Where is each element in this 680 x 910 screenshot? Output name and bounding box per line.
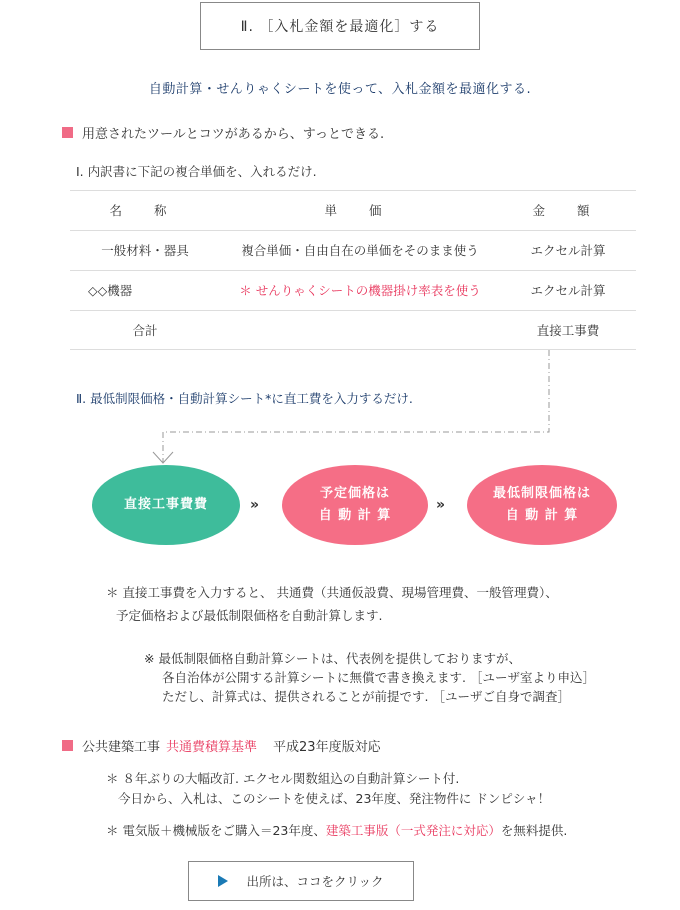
dashed-connector-line (163, 350, 549, 462)
subtitle: 自動計算・せんりゃくシートを使って、入札金額を最適化する. (148, 82, 532, 97)
header-amount: 金 額 (532, 203, 604, 218)
note1-line2: 予定価格および最低制限価格を自動計算します. (116, 608, 383, 623)
page-title: Ⅱ. ［入札金額を最適化］する (240, 19, 440, 35)
row2-amount: エクセル計算 (530, 283, 606, 298)
note4 (106, 820, 567, 842)
header-unit-price: 単 価 (324, 203, 396, 218)
flow-node1-label: 直接工事費費 (123, 497, 208, 512)
section1-heading-text: 用意されたツールとコツがあるから、すっとできる. (82, 127, 385, 142)
row3-name: 合計 (132, 323, 158, 338)
section2-heading (62, 736, 381, 755)
section2-heading-highlight: 共通費積算基準 (166, 740, 258, 755)
source-link-label: 出所は、ココをクリック (246, 874, 384, 889)
note2-line1: ※ 最低制限価格自動計算シートは、代表例を提供しておりますが、 (144, 651, 521, 666)
row2-unit-price: ＊ せんりゃくシートの機器掛け率表を使う (239, 283, 481, 298)
flow-node-planned-price (282, 465, 428, 545)
flow-node2-line2: 自 動 計 算 (318, 508, 392, 523)
flow-node-minimum-price (467, 465, 617, 545)
note3-line2: 今日から、入札は、このシートを使えば、23年度、発注物件に ドンピシャ！ (118, 791, 551, 806)
row1-name: 一般材料・器具 (101, 243, 189, 258)
source-link-button[interactable] (188, 861, 414, 901)
note2-line3: ただし、計算式は、提供されることが前提です. ［ユーザご自身で調査］ (162, 689, 570, 704)
section2-heading-prefix: 公共建築工事 (82, 740, 161, 755)
note2-line2: 各自治体が公開する計算シートに無償で書き換えます. ［ユーザ室より申込］ (162, 670, 595, 685)
note3-line1: ＊ ８年ぶりの大幅改訂. エクセル関数組込の自動計算シート付. (106, 771, 460, 786)
row1-amount: エクセル計算 (530, 243, 606, 258)
note1-line1: ＊ 直接工事費を入力すると、 共通費（共通仮設費、現場管理費、一般管理費）、 (106, 585, 558, 600)
flow-node3-line1: 最低制限価格は (492, 486, 591, 501)
step1-heading: Ⅰ. 内訳書に下記の複合単価を、入れるだけ. (76, 164, 317, 179)
flow-node3-line2: 自 動 計 算 (505, 508, 579, 523)
row2-name: ◇◇機器 (88, 283, 133, 298)
row3-amount: 直接工事費 (536, 323, 600, 338)
header-name: 名 称 (109, 203, 181, 218)
note4-prefix: ＊ 電気版＋機械版をご購入＝23年度、 (106, 823, 326, 838)
double-chevron-icon: » (436, 497, 442, 513)
note4-suffix: を無料提供. (500, 823, 568, 838)
flow-node2-line1: 予定価格は (319, 486, 390, 501)
double-chevron-icon: » (250, 497, 256, 513)
step2-heading: Ⅱ. 最低制限価格・自動計算シート*に直工費を入力するだけ. (76, 391, 413, 406)
pink-square-icon (62, 740, 73, 751)
note4-highlight[interactable]: 建築工事版（一式発注に対応） (325, 823, 501, 838)
play-arrow-icon (218, 875, 228, 887)
flow-node-direct-cost (92, 465, 240, 545)
section2-heading-suffix: 平成23年度版対応 (273, 740, 381, 755)
row1-unit-price: 複合単価・自由自在の単価をそのまま使う (241, 243, 479, 258)
